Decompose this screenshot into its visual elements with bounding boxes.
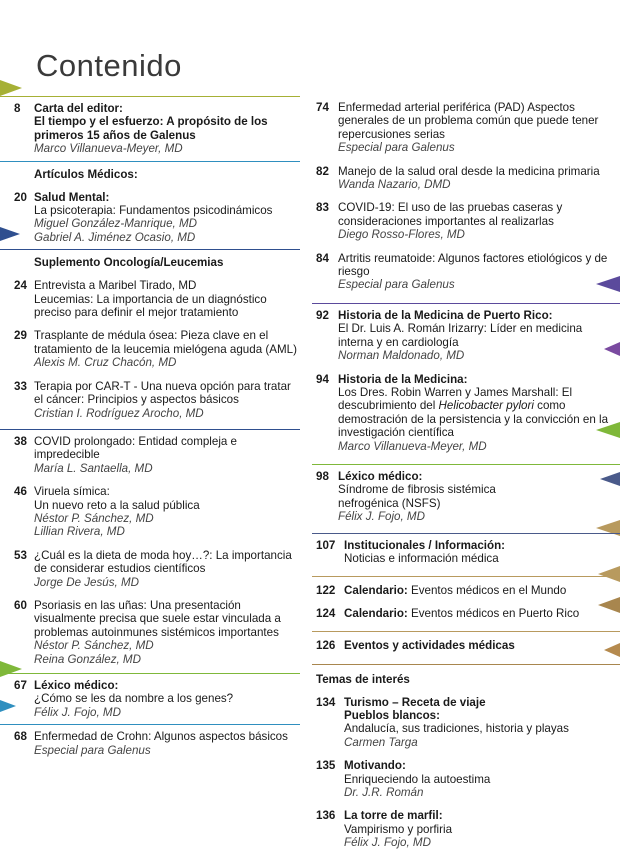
entry-author: Félix J. Fojo, MD bbox=[34, 705, 121, 719]
entry-author: Marco Villanueva-Meyer, MD bbox=[338, 439, 487, 453]
page-number: 122 bbox=[316, 584, 336, 598]
toc-entry-124[interactable] bbox=[312, 603, 620, 625]
entry-subtitle: Un nuevo reto a la salud pública bbox=[34, 498, 200, 512]
page-number: 124 bbox=[316, 606, 336, 620]
entry-subtitle: El tiempo y el esfuerzo: A propósito de los primeros 15 años de Galenus bbox=[34, 115, 268, 142]
entry-author: Dr. J.R. Román bbox=[344, 786, 424, 800]
page-number: 24 bbox=[14, 279, 27, 293]
toc-entry-92[interactable] bbox=[312, 304, 620, 368]
page-number: 67 bbox=[14, 679, 27, 692]
entry-author: Néstor P. Sánchez, MD bbox=[34, 511, 154, 525]
entry-title: Manejo de la salud oral desde la medicina primaria bbox=[338, 164, 600, 178]
toc-entry-83[interactable] bbox=[312, 196, 620, 246]
right-column bbox=[312, 96, 620, 855]
entry-subtitle bbox=[338, 386, 620, 440]
olive-triangle-marker bbox=[0, 80, 22, 96]
toc-entry-67[interactable] bbox=[0, 674, 300, 724]
entry-subtitle: El Dr. Luis A. Román Irizarry: Líder en medicina interna y en cardiología bbox=[338, 322, 583, 349]
entry-title: Eventos y actividades médicas bbox=[344, 639, 515, 653]
entry-title: Terapia por CAR-T - Una nueva opción para tratar el cáncer: Principios y aspectos básicos bbox=[34, 379, 291, 407]
entry-subtitle: Pueblos blancos: bbox=[344, 709, 440, 722]
entry-title: Institucionales / Información: bbox=[344, 538, 506, 552]
entry-title: COVID prolongado: Entidad compleja e impredecible bbox=[34, 434, 238, 462]
entry-subtitle-italic: Helicobacter pylori bbox=[438, 399, 534, 413]
page-number: 38 bbox=[14, 434, 27, 448]
entry-title: Léxico médico: bbox=[34, 679, 119, 692]
entry-title: Enfermedad arterial periférica (PAD) Aspectos generales de un problema común que puede tener repercusiones serias bbox=[338, 101, 599, 141]
entry-title: Historia de la Medicina de Puerto Rico: bbox=[338, 308, 553, 322]
page-number: 29 bbox=[14, 329, 27, 343]
entry-subtitle: Noticias e información médica bbox=[344, 551, 499, 565]
entry-author: Félix J. Fojo, MD bbox=[338, 510, 425, 524]
entry-subtitle: Andalucía, sus tradiciones, historia y playas bbox=[344, 722, 569, 736]
entry-title: Calendario: bbox=[344, 584, 408, 598]
entry-title: Historia de la Medicina: bbox=[338, 372, 468, 386]
page-number: 135 bbox=[316, 759, 336, 773]
entry-title: Trasplante de médula ósea: Pieza clave en el tratamiento de la leucemia mielógena aguda (AML) bbox=[34, 329, 297, 356]
section-heading-temas: Temas de interés bbox=[316, 672, 410, 686]
entry-author: Reina González, MD bbox=[34, 652, 141, 666]
toc-entry-107[interactable] bbox=[312, 534, 620, 571]
toc-entry-136[interactable] bbox=[312, 804, 620, 854]
toc-entry-135[interactable] bbox=[312, 754, 620, 804]
toc-entry-20[interactable] bbox=[0, 188, 300, 250]
entry-title: Léxico médico: bbox=[338, 469, 423, 483]
page-number: 60 bbox=[14, 598, 27, 612]
toc-entry-53[interactable] bbox=[0, 544, 300, 594]
entry-author: Norman Maldonado, MD bbox=[338, 349, 465, 363]
entry-author: Especial para Galenus bbox=[338, 278, 455, 292]
entry-author: Néstor P. Sánchez, MD bbox=[34, 639, 154, 653]
entry-title: Calendario: bbox=[344, 606, 408, 620]
page-number: 126 bbox=[316, 639, 336, 653]
page-number: 84 bbox=[316, 251, 329, 265]
entry-title: Carta del editor: bbox=[34, 102, 123, 115]
page-number: 136 bbox=[316, 809, 336, 823]
entry-title: Turismo – Receta de viaje bbox=[344, 695, 486, 709]
entry-title: Entrevista a Maribel Tirado, MD bbox=[34, 279, 197, 293]
toc-entry-60[interactable] bbox=[0, 594, 300, 671]
toc-entry-84[interactable] bbox=[312, 247, 620, 297]
entry-author: Wanda Nazario, DMD bbox=[338, 178, 451, 192]
entry-author: Gabriel A. Jiménez Ocasio, MD bbox=[34, 230, 196, 244]
entry-author: Especial para Galenus bbox=[34, 743, 151, 757]
entry-title: Enfermedad de Crohn: Algunos aspectos básicos bbox=[34, 730, 288, 744]
page-number: 98 bbox=[316, 469, 329, 483]
entry-author: Miguel González-Manrique, MD bbox=[34, 217, 198, 231]
toc-entry-122[interactable] bbox=[312, 577, 620, 602]
toc-entry-134[interactable] bbox=[312, 693, 620, 755]
entry-title: Salud Mental: bbox=[34, 190, 110, 204]
page-number: 68 bbox=[14, 730, 27, 744]
page-number: 33 bbox=[14, 379, 27, 393]
page-number: 94 bbox=[316, 372, 329, 386]
entry-author: Carmen Targa bbox=[344, 735, 418, 749]
entry-title: Artritis reumatoide: Algunos factores etiológicos y de riesgo bbox=[338, 251, 608, 279]
page-number: 134 bbox=[316, 695, 336, 709]
entry-author: Félix J. Fojo, MD bbox=[344, 836, 431, 850]
entry-title: Motivando: bbox=[344, 759, 406, 773]
toc-entry-82[interactable] bbox=[312, 160, 620, 197]
toc-entry-68[interactable] bbox=[0, 725, 300, 762]
entry-author: Especial para Galenus bbox=[338, 141, 455, 155]
toc-entry-126[interactable] bbox=[312, 632, 620, 657]
toc-entry-74[interactable] bbox=[312, 96, 620, 160]
page-number: 53 bbox=[14, 548, 27, 562]
entry-subtitle: La psicoterapia: Fundamentos psicodinámicos bbox=[34, 204, 273, 218]
entry-author: Jorge De Jesús, MD bbox=[34, 575, 140, 589]
toc-entry-94[interactable] bbox=[312, 368, 620, 458]
page-number: 20 bbox=[14, 190, 27, 204]
entry-subtitle: Eventos médicos en Puerto Rico bbox=[407, 606, 580, 620]
page-title: Contenido bbox=[36, 48, 182, 83]
toc-entry-46[interactable] bbox=[0, 480, 300, 544]
entry-subtitle-part: Los Dres. Robin Warren y James Marshall: El descubrimiento del bbox=[338, 385, 573, 413]
entry-author: Alexis M. Cruz Chacón, MD bbox=[34, 356, 177, 370]
entry-author: Diego Rosso-Flores, MD bbox=[338, 228, 465, 242]
left-column bbox=[0, 96, 300, 762]
entry-title: ¿Cuál es la dieta de moda hoy…?: La importancia de considerar estudios científicos bbox=[34, 548, 292, 576]
entry-title: COVID-19: El uso de las pruebas caseras y consideraciones importantes al realizarlas bbox=[338, 201, 563, 228]
entry-title: Viruela símica: bbox=[34, 485, 110, 499]
entry-subtitle: Síndrome de fibrosis sistémica nefrogénica (NSFS) bbox=[338, 483, 496, 510]
entry-title: Psoriasis en las uñas: Una presentación visualmente precisa que suele estar vinculada a problemas autoinmunes sistémicos importantes bbox=[34, 598, 281, 639]
page-number: 107 bbox=[316, 538, 336, 552]
entry-author: Cristian I. Rodríguez Arocho, MD bbox=[34, 406, 204, 420]
entry-title: La torre de marfil: bbox=[344, 809, 443, 823]
entry-subtitle: Eventos médicos en el Mundo bbox=[407, 584, 567, 598]
section-heading-suplemento: Suplemento Oncología/Leucemias bbox=[34, 256, 224, 270]
toc-entry-8[interactable] bbox=[0, 97, 300, 161]
toc-entry-29[interactable] bbox=[0, 324, 300, 374]
entry-author: Marco Villanueva-Meyer, MD bbox=[34, 142, 183, 156]
page-number: 74 bbox=[316, 101, 329, 114]
entry-author: Lillian Rivera, MD bbox=[34, 525, 125, 539]
entry-author: María L. Santaella, MD bbox=[34, 461, 153, 475]
page-number: 92 bbox=[316, 308, 329, 322]
page-number: 46 bbox=[14, 485, 27, 499]
toc-entry-33[interactable] bbox=[0, 375, 300, 425]
entry-subtitle: ¿Cómo se les da nombre a los genes? bbox=[34, 692, 234, 706]
entry-subtitle: Vampirismo y porfiria bbox=[344, 822, 453, 836]
page-number: 83 bbox=[316, 201, 329, 215]
entry-subtitle: Enriqueciendo la autoestima bbox=[344, 772, 491, 786]
entry-subtitle-part: como demostración de la persistencia y la convicción en la investigación científica bbox=[338, 399, 609, 440]
page-number: 8 bbox=[14, 102, 21, 115]
entry-subtitle: Leucemias: La importancia de un diagnóstico preciso para definir el mejor tratamiento bbox=[34, 292, 267, 320]
section-heading-articulos: Artículos Médicos: bbox=[34, 167, 138, 181]
page-number: 82 bbox=[316, 164, 329, 178]
toc-entry-98[interactable] bbox=[312, 465, 620, 529]
toc-entry-24[interactable] bbox=[0, 276, 300, 324]
toc-entry-38[interactable] bbox=[0, 430, 300, 480]
